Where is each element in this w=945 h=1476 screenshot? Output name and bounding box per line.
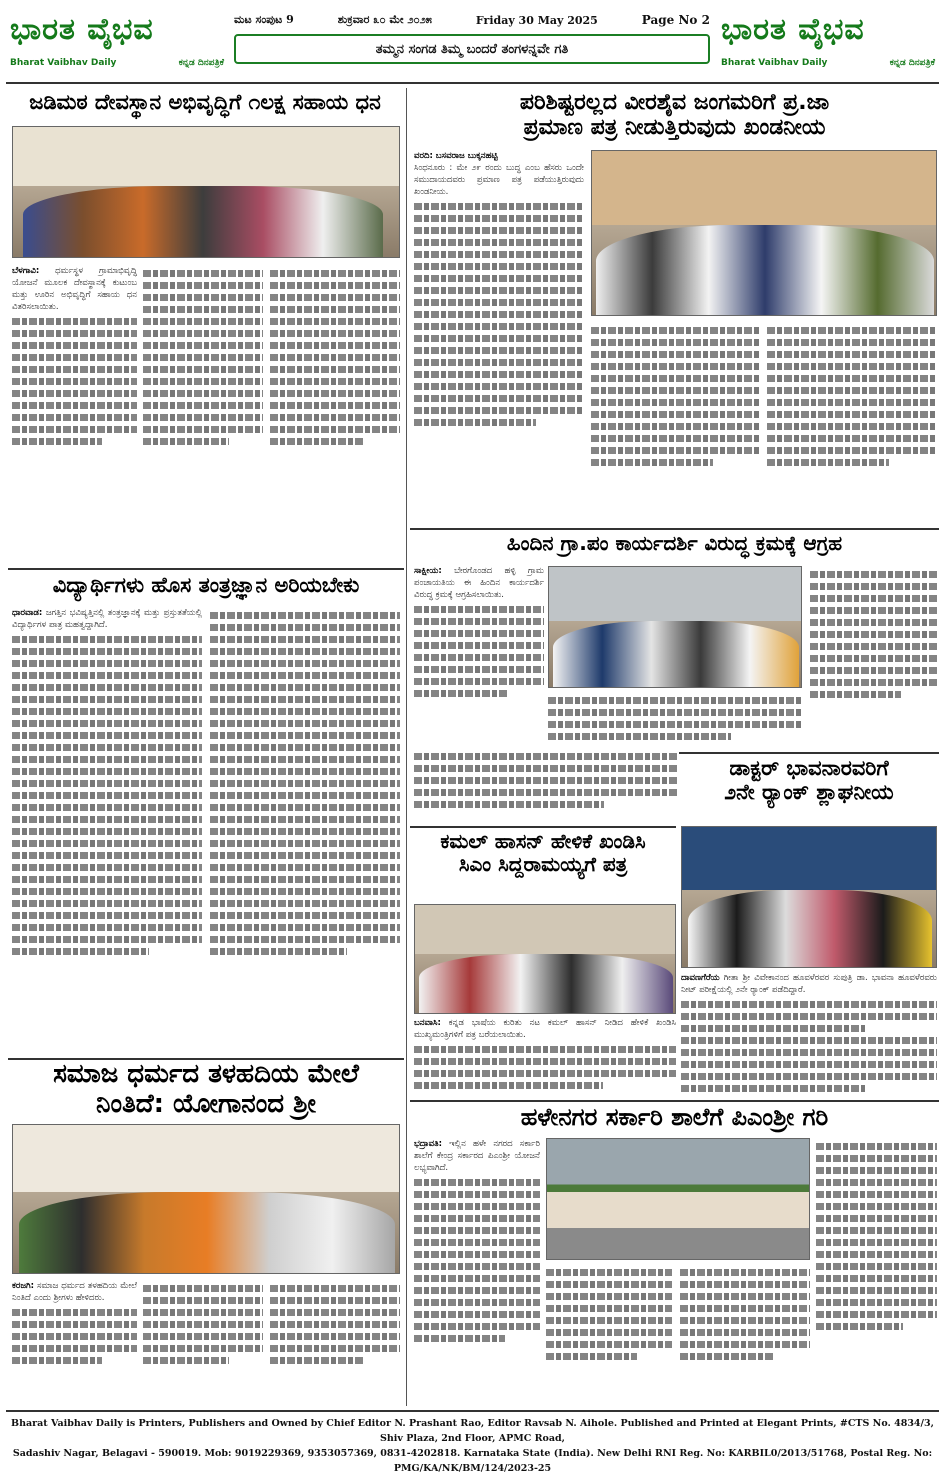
article-students-body (12, 607, 202, 1055)
article-lead: ಧರ್ಮಸ್ಥಳ ಗ್ರಾಮಾಭಿವೃದ್ಧಿ ಯೋಜನೆ ಮೂಲಕ ದೇವಸ್ಥಾನಕ್ಕೆ ಕುಟುಂಬ ಮತ್ತು ಊರಿನ ಅಭಿವೃದ್ಧಿಗೆ ಸಹಾಯ ಧನ ವಿತರಿಸಲಾಯಿತು. (12, 266, 137, 312)
article-dateline: ಕರಜಗಿ: (12, 1281, 35, 1291)
article-lead: ಗೀತಾ ಶ್ರೀ ವಿವೇಕಾನಂದ ಹೂವಳೆರವರ ಸುಪುತ್ರಿ ಡಾ. ಭಾವನಾ ಹೂವಳೆರವರು ನೀಟ್ ಪರೀಕ್ಷೆಯಲ್ಲಿ ೨ನೇ ರ್‍ಯಾಂಕ್ ಪಡೆದಿದ್ದಾರೆ. (681, 973, 937, 995)
masthead-logo-left (10, 4, 224, 80)
headline-students-technology: ವಿದ್ಯಾರ್ಥಿಗಳು ಹೊಸ ತಂತ್ರಜ್ಞಾನ ಅರಿಯಬೇಕು (52, 573, 360, 597)
photo-school-building (546, 1138, 810, 1260)
photo-bhavana-award (681, 826, 937, 968)
article-dateline: ದಾವಣಗೆರೆಯ (681, 973, 720, 983)
article-jadimath-body (12, 265, 137, 565)
column-divider (406, 88, 407, 1406)
page-number: Page No 2 (641, 13, 710, 27)
article-dateline: ವರದಿ: ಬಸವರಾಜ ಬುಕ್ಕನಹಟ್ಟಿ (414, 151, 498, 161)
english-date: Friday 30 May 2025 (475, 13, 598, 27)
article-samaja-body (12, 1280, 137, 1405)
headline-jadimath-grant: ಜಡಿಮಠ ದೇವಸ್ಥಾನ ಅಭಿವೃದ್ಧಿಗೆ ೧ಲಕ್ಷ ಸಹಾಯ ಧನ (29, 90, 381, 114)
dateline (234, 8, 710, 32)
logo-title: ಭಾರತ ವೈಭವ (10, 12, 154, 47)
article-lead: ಇಲ್ಲಿನ ಹಳೇ ನಗರದ ಸರ್ಕಾರಿ ಶಾಲೆಗೆ ಕೇಂದ್ರ ಸರ್ಕಾರದ ಪಿಎಂಶ್ರೀ ಯೋಜನೆ ಲಭ್ಯವಾಗಿದೆ. (414, 1139, 540, 1173)
photo-panchayat-office (548, 566, 802, 688)
article-pmshri-body (414, 1138, 540, 1406)
article-lead: ಸಮಾಜ ಧರ್ಮದ ತಳಹದಿಯ ಮೇಲೆ ನಿಂತಿದೆ ಎಂದು ಶ್ರೀಗಳು ಹೇಳಿದರು. (12, 1281, 137, 1303)
headline-samaja-dharma: ಸಮಾಜ ಧರ್ಮದ ತಳಹದಿಯ ಮೇಲೆ ನಿಂತಿದೆ: ಯೋಗಾನಂದ ಶ್ರೀ (53, 1059, 359, 1119)
tagline: ತಮ್ಮನ ಸಂಗಡ ತಿಮ್ಮ ಬಂದರೆ ತಂಗಳನ್ನವೇ ಗತಿ (234, 34, 710, 64)
article-jangama-body (414, 150, 584, 528)
headline-pmshri-school: ಹಳೇನಗರ ಸರ್ಕಾರಿ ಶಾಲೆಗೆ ಪಿಎಂಶ್ರೀ ಗರಿ (520, 1103, 829, 1131)
article-dateline: ಭದ್ರಾವತಿ: (414, 1139, 443, 1149)
kannada-date: ಶುಕ್ರವಾರ ೩೦ ಮೇ ೨೦೨೫ (337, 13, 432, 26)
logo-sub-kannada: ಕನ್ನಡ ದಿನಪತ್ರಿಕೆ (178, 58, 224, 68)
article-lead: ಕನ್ನಡ ಭಾಷೆಯ ಕುರಿತು ನಟ ಕಮಲ್ ಹಾಸನ್ ನೀಡಿದ ಹೇಳಿಕೆ ಖಂಡಿಸಿ ಮುಖ್ಯಮಂತ್ರಿಗಳಿಗೆ ಪತ್ರ ಬರೆಯಲಾಯಿತು. (414, 1018, 676, 1040)
logo-sub-kannada: ಕನ್ನಡ ದಿನಪತ್ರಿಕೆ (889, 58, 935, 68)
article-lead: ಜಗತ್ತಿನ ಭವಿಷ್ಯತ್ತಿನಲ್ಲಿ ತಂತ್ರಜ್ಞಾನಕ್ಕೆ ಮತ್ತು ಪ್ರಸ್ತುತತೆಯಲ್ಲಿ ವಿದ್ಯಾರ್ಥಿಗಳ ಪಾತ್ರ ಮಹತ್ವದ್ದಾಗಿದೆ. (12, 608, 202, 630)
article-dateline: ಬನವಾಸಿ: (414, 1018, 441, 1028)
volume-label: ಮಟ ಸಂಪುಟ 9 (234, 13, 294, 26)
imprint-line-1: Bharat Vaibhav Daily is Printers, Publishers and Owned by Chief Editor N. Prashant Rao, Editor Ravsab N. Aihole. Published and Printed at Elegant Prints, #CTS No. 4834/3, Shiv Plaza, 2nd Floor, APMC Road, (11, 1418, 934, 1444)
article-lead: ಸಿಂಧನೂರು : ಮೇ ೨೯ ರಂದು ಬುದ್ಧ ಎಂಬ ಹೆಸರು ಒಂದೇ ಸಮುದಾಯದವರು ಪ್ರಮಾಣ ಪತ್ರ ಪಡೆಯುತ್ತಿರುವುದು ಖಂಡನೀಯ. (414, 163, 584, 197)
article-dateline: ಧಾರವಾಡ: (12, 608, 43, 618)
photo-yogananda-event (12, 1124, 400, 1274)
headline-panchayat-secretary: ಹಿಂದಿನ ಗ್ರಾ.ಪಂ ಕಾರ್ಯದರ್ಶಿ ವಿರುದ್ಧ ಕ್ರಮಕ್ಕೆ ಆಗ್ರಹ (506, 531, 843, 555)
article-panchayat-body (414, 565, 544, 745)
logo-sub-english: Bharat Vaibhav Daily (721, 58, 828, 68)
headline-dr-bhavana-rank: ಡಾಕ್ಟರ್ ಭಾವನಾರವರಿಗೆ ೨ನೇ ರ್‍ಯಾಂಕ್ ಶ್ಲಾಘನೀಯ (724, 756, 894, 805)
headline-kamal-haasan: ಕಮಲ್ ಹಾಸನ್ ಹೇಳಿಕೆ ಖಂಡಿಸಿ ಸಿಎಂ ಸಿದ್ದರಾಮಯ್ಯಗೆ ಪತ್ರ (440, 829, 646, 876)
headline-veerashaiva-jangama: ಪರಿಶಿಷ್ಟರಲ್ಲದ ವೀರಶೈವ ಜಂಗಮರಿಗೆ ಪ್ರ.ಜಾ ಪ್ರಮಾಣ ಪತ್ರ ನೀಡುತ್ತಿರುವುದು ಖಂಡನೀಯ (519, 90, 830, 141)
imprint-footer (6, 1410, 939, 1474)
masthead-logo-right (721, 4, 935, 80)
logo-title: ಭಾರತ ವೈಭವ (721, 12, 865, 47)
logo-sub-english: Bharat Vaibhav Daily (10, 58, 117, 68)
photo-kamal-memorandum (414, 904, 676, 1014)
masthead (6, 4, 939, 84)
photo-jadimath-group (12, 126, 400, 258)
article-dateline: ಬೆಳಗಾವಿ: (12, 266, 40, 276)
photo-jangama-memorandum (591, 150, 937, 316)
article-dateline: ಸಾಕ್ಷೀಯ: (414, 566, 442, 576)
imprint-line-2: Sadashiv Nagar, Belagavi - 590019. Mob: 9019229369, 9353057369, 0831-4202818. Karnataka State (India). New Delhi RNI Reg. No: KARBIL0/2013/51768, Postal Reg. No: PMG/KA/NK/BM/124/2023-25 (12, 1448, 933, 1474)
article-lead: ಬೇರಗೊಂಡದ ಹಳ್ಳಿ ಗ್ರಾಮ ಪಂಚಾಯತಿಯ ಈ ಹಿಂದಿನ ಕಾರ್ಯದರ್ಶಿ ವಿರುದ್ಧ ಕ್ರಮಕ್ಕೆ ಆಗ್ರಹಿಸಲಾಯಿತು. (414, 566, 544, 600)
